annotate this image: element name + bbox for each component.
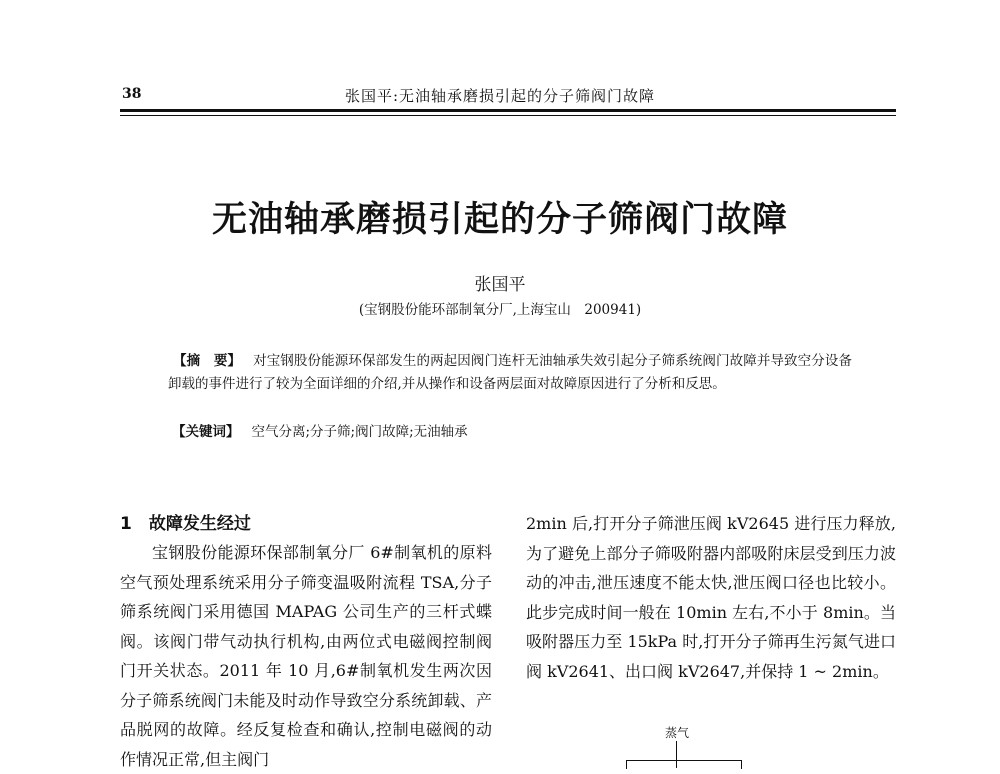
author-affiliation: (宝钢股份能环部制氧分厂,上海宝山 200941) (358, 302, 642, 318)
body-column-right: 2min 后,打开分子筛泄压阀 kV2645 进行压力释放,为了避免上部分子筛吸附器内部吸附床层受到压力波动的冲击,泄压速度不能太快,泄压阀口径也比较小。此步完成时间一般在 10min 左右,不小于 8min。当吸附器压力至 15kPa 时,打开分子筛再生污氮气进口阀 kV2641、出口阀 kV2647,并保持 1 ~ 2min。 (526, 514, 896, 681)
keywords-label: 【关键词】 (172, 424, 240, 440)
abstract-label: 【摘 要】 (173, 353, 242, 369)
page-number: 38 (122, 86, 142, 102)
section-heading: 1 故障发生经过 (120, 514, 251, 534)
keywords (172, 420, 468, 440)
header-rule-thick (120, 109, 896, 112)
abstract-text: 对宝钢股份能源环保部发生的两起因阀门连杆无油轴承失效引起分子筛系统阀门故障并导致空分设备卸载的事件进行了较为全面详细的介绍,并从操作和设备两层面对故障原因进行了分析和反思。 (168, 353, 853, 392)
article-title: 无油轴承磨损引起的分子筛阀门故障 (211, 199, 788, 240)
author-name: 张国平 (474, 275, 526, 295)
figure-label: 蒸气 (665, 726, 690, 740)
running-title: 张国平:无油轴承磨损引起的分子筛阀门故障 (344, 87, 656, 105)
keywords-text: 空气分离;分子筛;阀门故障;无油轴承 (251, 424, 468, 440)
header-rule-thin (120, 115, 896, 116)
abstract (168, 350, 852, 396)
body-column-left: 宝钢股份能源环保部制氧分厂 6#制氧机的原料空气预处理系统采用分子筛变温吸附流程 TSA,分子筛系统阀门采用德国 MAPAG 公司生产的三杆式蝶阀。该阀门带气动执行机构,由两位式电磁阀控制阀门开关状态。2011 年 10 月,6#制氧机发生两次因分子筛系统阀门未能及时动作导致空分系统卸载、产品脱网的故障。经反复检查和确认,控制电磁阀的动作情况正常,但主阀门 (120, 543, 492, 769)
